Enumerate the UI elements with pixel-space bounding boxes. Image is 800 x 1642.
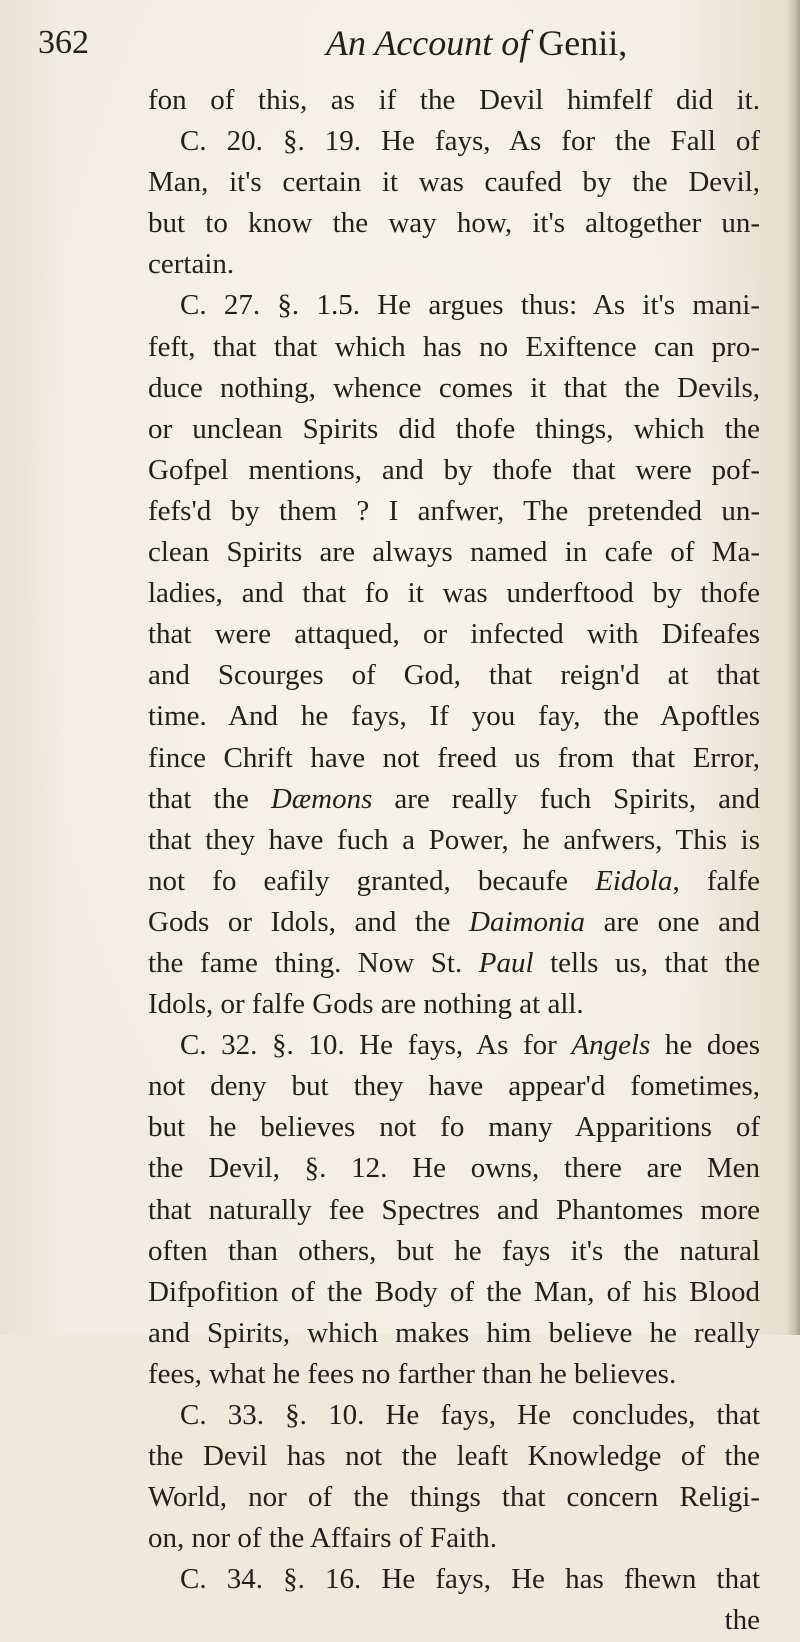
text-line: that the Dæmons are really fuch Spirits, and bbox=[148, 782, 760, 815]
text-line: the Devil, §. 12. He owns, there are Men bbox=[148, 1152, 760, 1185]
italic-term: Angels bbox=[571, 1029, 651, 1062]
text-line: not deny but they have appear'd fometimes, bbox=[148, 1070, 760, 1103]
text-line: C. 33. §. 10. He fays, He concludes, that bbox=[180, 1399, 760, 1431]
text-line: often than others, but he fays it's the natural bbox=[148, 1234, 760, 1267]
text-line: fefs'd by them ? I anfwer, The pretended un- bbox=[148, 494, 760, 527]
text-line: time. And he fays, If you fay, the Apoftles bbox=[148, 700, 760, 733]
italic-term: Daimonia bbox=[469, 905, 586, 938]
running-title-italic: An Account of bbox=[326, 23, 530, 63]
page-number: 362 bbox=[38, 24, 89, 61]
text-line: Gofpel mentions, and by thofe that were pof- bbox=[148, 453, 760, 486]
text-line: certain. bbox=[148, 248, 235, 281]
text-line: the Devil has not the leaft Knowledge of the bbox=[148, 1440, 760, 1473]
text-line: or unclean Spirits did thofe things, which the bbox=[148, 412, 760, 445]
text-line: fince Chrift have not freed us from that Error, bbox=[148, 741, 760, 774]
catchword: the bbox=[724, 1604, 760, 1637]
italic-term: Dæmons bbox=[270, 782, 373, 815]
text-line: that naturally fee Spectres and Phantomes more bbox=[148, 1193, 760, 1226]
text-line: feft, that that which has no Exiftence can pro- bbox=[148, 330, 760, 363]
text-line: fees, what he fees no farther than he believes. bbox=[148, 1357, 677, 1390]
text-line: C. 34. §. 16. He fays, He has fhewn that bbox=[180, 1563, 760, 1596]
italic-term: Paul bbox=[478, 946, 534, 979]
text-line: and Scourges of God, that reign'd at that bbox=[148, 659, 760, 692]
page-edge-shadow bbox=[786, 0, 800, 1335]
text-line: Gods or Idols, and the Daimonia are one and bbox=[148, 905, 760, 938]
text-line: ladies, and that fo it was underftood by thofe bbox=[148, 577, 760, 610]
text-line: fon of this, as if the Devil himfelf did it. bbox=[148, 84, 760, 116]
text-line: but to know the way how, it's altogether un- bbox=[148, 207, 760, 240]
running-head bbox=[38, 14, 758, 74]
body-text bbox=[148, 80, 760, 1642]
text-line: duce nothing, whence comes it that the Devils, bbox=[148, 371, 760, 404]
text-line: Man, it's certain it was caufed by the Devil, bbox=[148, 166, 760, 199]
text-line: C. 20. §. 19. He fays, As for the Fall of bbox=[180, 125, 760, 158]
running-title bbox=[326, 22, 627, 64]
text-line: on, nor of the Affairs of Faith. bbox=[148, 1522, 498, 1555]
text-line: C. 32. §. 10. He fays, As for Angels he does bbox=[180, 1029, 760, 1062]
text-line: clean Spirits are always named in cafe of Ma- bbox=[148, 536, 760, 569]
text-line: and Spirits, which makes him believe he really bbox=[148, 1316, 760, 1349]
running-title-roman: Genii, bbox=[538, 23, 628, 63]
text-line: Difpofition of the Body of the Man, of his Blood bbox=[148, 1275, 760, 1308]
text-line: that were attaqued, or infected with Difeafes bbox=[148, 618, 760, 651]
text-line: World, nor of the things that concern Religi- bbox=[148, 1481, 760, 1514]
text-line: that they have fuch a Power, he anfwers, This is bbox=[148, 823, 760, 856]
text-line: Idols, or falfe Gods are nothing at all. bbox=[148, 988, 584, 1021]
text-line: the fame thing. Now St. Paul tells us, that the bbox=[148, 946, 761, 979]
text-line: C. 27. §. 1.5. He argues thus: As it's mani- bbox=[180, 289, 760, 322]
italic-term: Eidola bbox=[595, 864, 673, 897]
text-line: but he believes not fo many Apparitions of bbox=[148, 1111, 760, 1144]
text-line: not fo eafily granted, becaufe Eidola, falfe bbox=[148, 864, 760, 897]
